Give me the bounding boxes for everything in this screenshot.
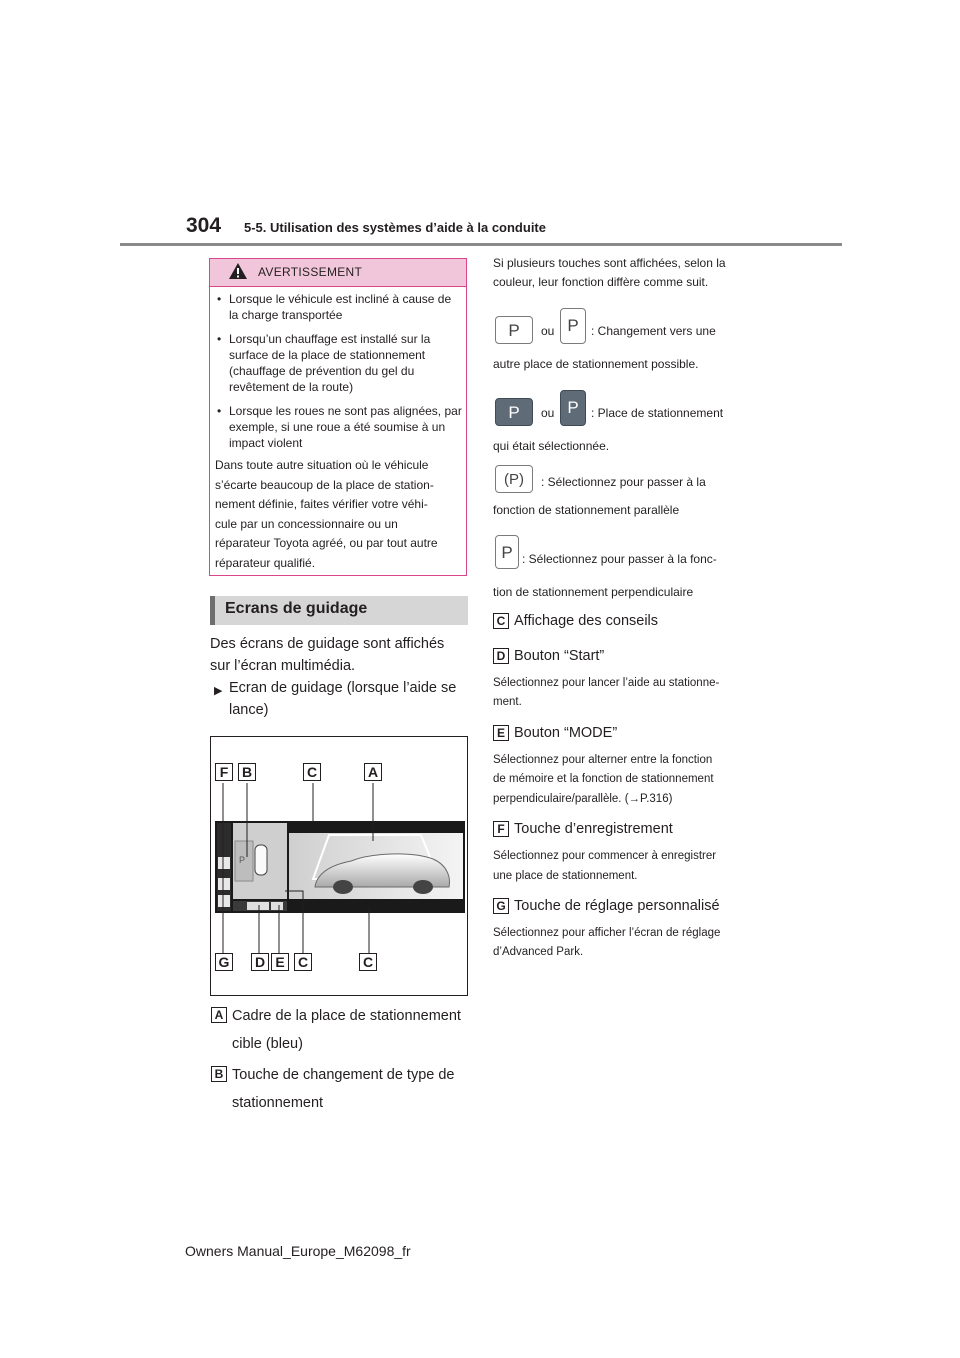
callout-c: C [303, 763, 321, 781]
intro-line: sur l’écran multimédia. [210, 658, 356, 674]
legend-d-desc: Sélectionnez pour lancer l’aide au stationne- [493, 677, 720, 689]
perpendicular-text: : Sélectionnez pour passer à la fonc- [522, 552, 717, 566]
legend-c-title: Affichage des conseils [514, 613, 659, 629]
parallel-cont: fonction de stationnement parallèle [493, 503, 680, 517]
legend-a-line: Cadre de la place de stationnement [232, 1008, 461, 1024]
legend-f-desc: Sélectionnez pour commencer à enregistrer [493, 850, 717, 862]
guidance-screen-diagram [210, 736, 468, 996]
warning-title: AVERTISSEMENT [258, 265, 363, 279]
icon-row-text: : Place de stationnement [591, 406, 724, 420]
right-intro-line: Si plusieurs touches sont affichées, selon la [493, 256, 726, 270]
p-button-light-wide: P [495, 316, 533, 344]
sub-heading-line: Ecran de guidage (lorsque l’aide se [229, 680, 457, 696]
callout-f: F [215, 763, 233, 781]
icon-row-text: : Changement vers une [591, 324, 716, 338]
warning-bullet-list [216, 291, 462, 459]
parallel-parking-icon: (P) [495, 465, 533, 493]
arrow-right-icon: ▶ [214, 685, 223, 697]
legend-a-line: cible (bleu) [232, 1036, 303, 1052]
legend-letter-a: A [211, 1007, 227, 1023]
perpendicular-parking-icon: P [495, 535, 519, 569]
sub-heading [229, 677, 469, 721]
callout-a: A [364, 763, 382, 781]
callout-e: E [271, 953, 289, 971]
right-intro-line: couleur, leur fonction diffère comme suit. [493, 275, 709, 289]
warning-bullet: • Lorsque les roues ne sont pas alignées, par exemple, si une roue a été soumise à un impact violent [216, 403, 462, 451]
legend-d-title: Bouton “Start” [514, 648, 605, 664]
warning-bullet: • Lorsque le véhicule est incliné à cause de la charge transportée [216, 291, 462, 323]
warning-paragraph-line: nement définie, faites vérifier votre véhi- [215, 497, 428, 511]
legend-b-line: Touche de changement de type de [232, 1067, 455, 1083]
footer-text: Owners Manual_Europe_M62098_fr [185, 1243, 411, 1259]
warning-paragraph-line: Dans toute autre situation où le véhicule [215, 458, 429, 472]
legend-f-title: Touche d’enregistrement [514, 821, 673, 837]
diagram-p-label: P [239, 855, 246, 865]
warning-triangle-icon [228, 262, 248, 280]
section-heading [210, 596, 468, 625]
icon-row-cont: autre place de stationnement possible. [493, 357, 699, 371]
legend-g-desc: d’Advanced Park. [493, 946, 584, 958]
or-label: ou [541, 406, 555, 420]
legend-e-desc: perpendiculaire/parallèle. (→P.316) [493, 793, 673, 805]
legend-letter-d: D [493, 648, 509, 664]
perpendicular-cont: tion de stationnement perpendiculaire [493, 585, 694, 599]
legend-e-title: Bouton “MODE” [514, 725, 618, 741]
section-heading-text: Ecrans de guidage [225, 600, 368, 617]
section-title: 5-5. Utilisation des systèmes d’aide à la conduite [244, 220, 546, 235]
legend-e-desc: Sélectionnez pour alterner entre la fonction [493, 754, 713, 766]
legend-g-desc: Sélectionnez pour afficher l’écran de réglage [493, 927, 721, 939]
warning-paragraph-line: réparateur Toyota agréé, ou par tout autre [215, 536, 438, 550]
page-number: 304 [186, 214, 222, 237]
warning-paragraph-line: cule par un concessionnaire ou un [215, 516, 398, 531]
callout-g: G [215, 953, 233, 971]
warning-bullet: • Lorsqu’un chauffage est installé sur la surface de la place de stationnement (chauffage de prévention du gel du revêtement de la route) [216, 331, 462, 395]
icon-row-cont: qui était sélectionnée. [493, 439, 610, 453]
p-button-dark-wide: P [495, 398, 533, 426]
legend-b-line: stationnement [232, 1095, 324, 1111]
legend-letter-g: G [493, 898, 509, 914]
callout-b: B [238, 763, 256, 781]
callout-c: C [359, 953, 377, 971]
legend-letter-f: F [493, 821, 509, 837]
sub-heading-line: lance) [229, 702, 269, 718]
p-button-light-tall: P [560, 308, 586, 344]
warning-paragraph-line: réparateur qualifié. [215, 555, 316, 570]
or-label: ou [541, 324, 555, 338]
callout-d: D [251, 953, 269, 971]
warning-paragraph [215, 456, 438, 573]
legend-f-desc: une place de stationnement. [493, 870, 638, 882]
callout-c: C [294, 953, 312, 971]
section-intro [210, 633, 470, 677]
p-button-dark-tall: P [560, 390, 586, 426]
legend-g-title: Touche de réglage personnalisé [514, 898, 720, 914]
legend-d-desc: ment. [493, 696, 522, 708]
header-rule [120, 243, 842, 246]
legend-e-desc: de mémoire et la fonction de stationnement [493, 773, 714, 785]
legend-letter-e: E [493, 725, 509, 741]
parallel-text: : Sélectionnez pour passer à la [541, 475, 706, 489]
legend-letter-b: B [211, 1066, 227, 1082]
legend-letter-c: C [493, 613, 509, 629]
warning-header [210, 259, 466, 287]
intro-line: Des écrans de guidage sont affichés [210, 636, 445, 652]
warning-paragraph-line: s’écarte beaucoup de la place de station- [215, 477, 434, 492]
